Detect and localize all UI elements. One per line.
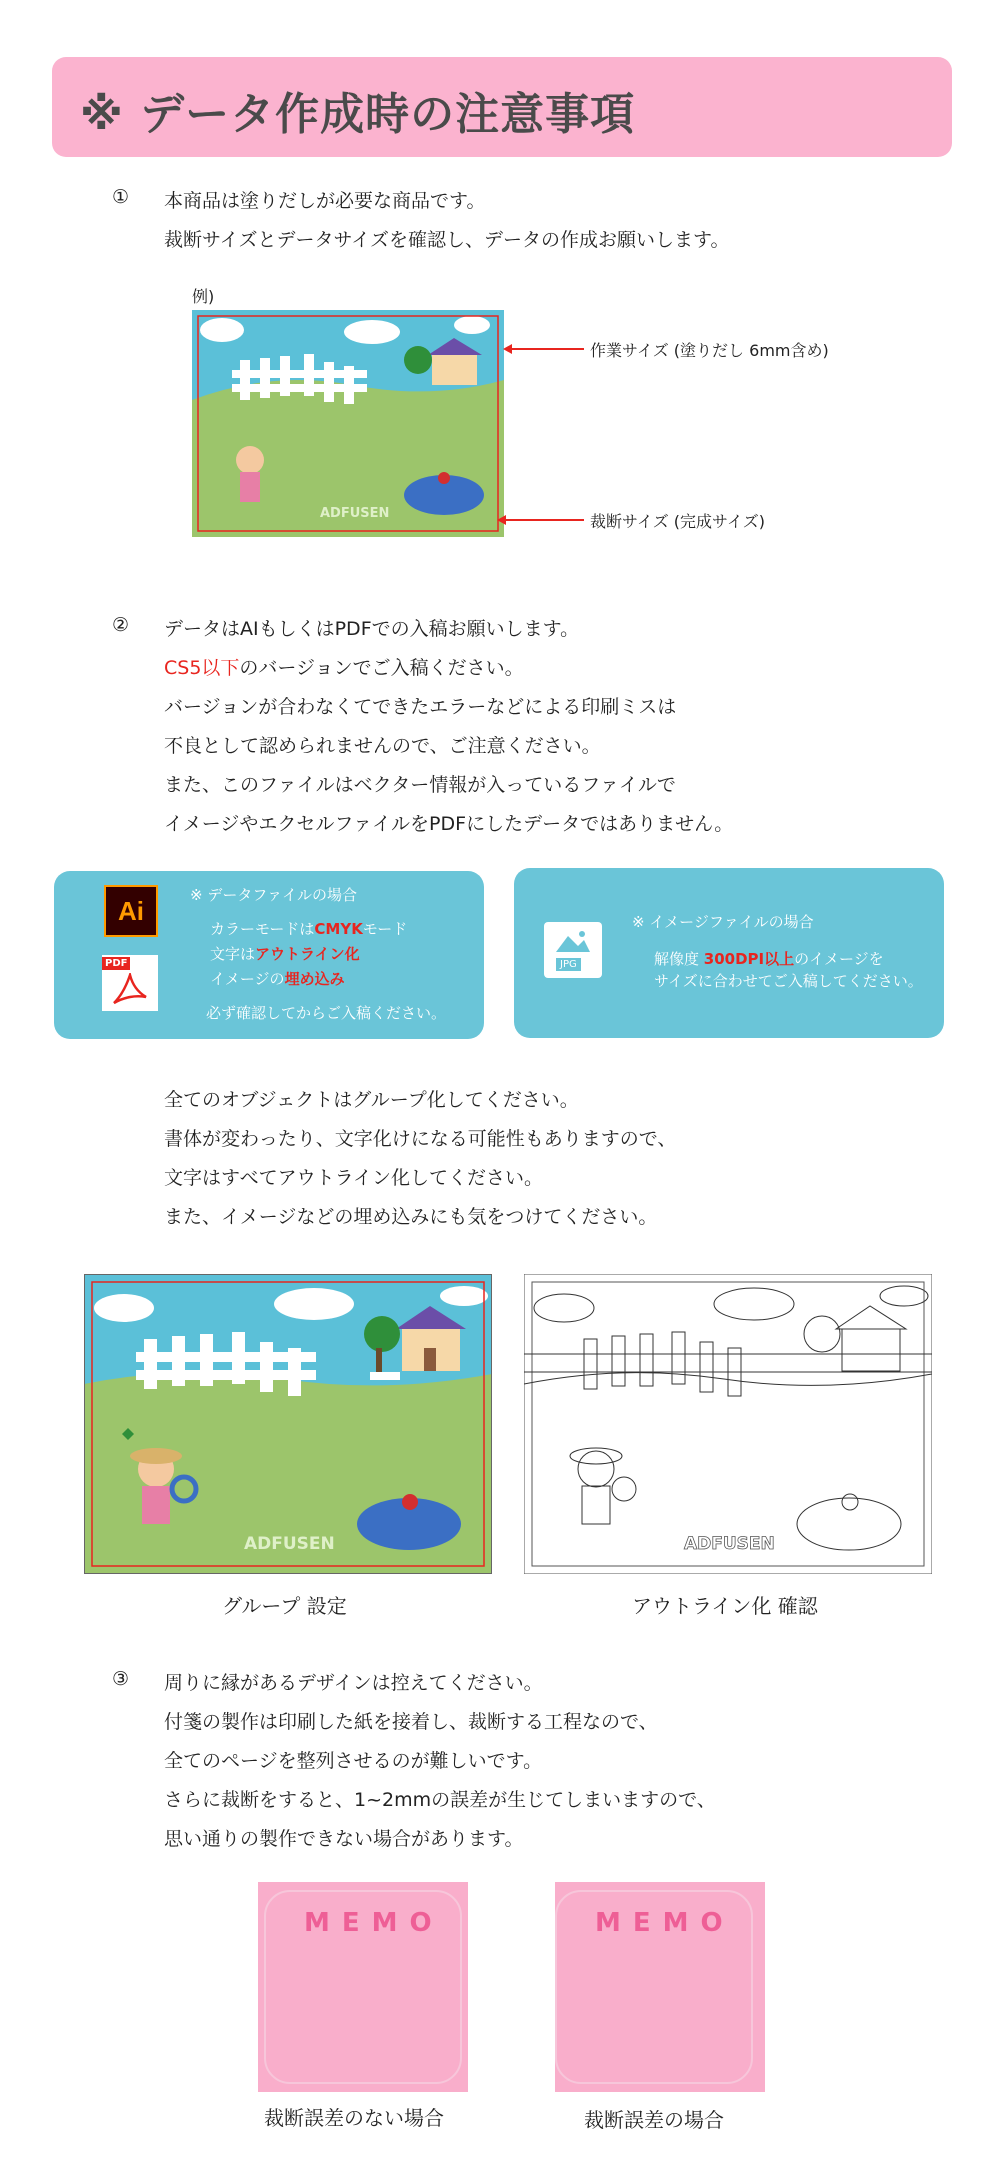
cut-size-pointer <box>504 519 584 521</box>
work-size-label: 作業サイズ (塗りだし 6mm含め) <box>590 341 829 360</box>
data-file-heading: ※ データファイルの場合 <box>190 886 358 904</box>
section2-line-5: また、このファイルはベクター情報が入っているファイルで <box>164 774 676 796</box>
section2-after-line-3: 文字はすべてアウトライン化してください。 <box>164 1167 544 1189</box>
section2-line-2 <box>164 653 524 680</box>
outline-brand: ADFUSEN <box>684 1534 775 1554</box>
outline-check-caption: アウトライン化 確認 <box>632 1594 818 1618</box>
embed-line: イメージの埋め込み <box>210 970 345 988</box>
section-number-3: ③ <box>112 1668 130 1690</box>
example-illustration <box>192 310 504 537</box>
confirm-line: 必ず確認してからご入稿ください。 <box>206 1004 447 1022</box>
group-setting-caption: グループ 設定 <box>222 1594 347 1618</box>
page-title: ※ データ作成時の注意事項 <box>80 89 636 140</box>
fit-size-line: サイズに合わせてご入稿してください。 <box>654 972 923 990</box>
section2-line-4: 不良として認められませんので、ご注意ください。 <box>164 735 601 757</box>
section1-line-1: 本商品は塗りだしが必要な商品です。 <box>164 190 486 212</box>
cut-size-label: 裁断サイズ (完成サイズ) <box>590 512 766 531</box>
version-highlight: CS5以下 <box>164 657 240 679</box>
section3-line-5: 思い通りの製作できない場合があります。 <box>164 1828 524 1850</box>
example-brand: ADFUSEN <box>320 506 390 521</box>
section2-after-line-2: 書体が変わったり、文字化けになる可能性もありますので、 <box>164 1128 677 1150</box>
resolution-line: 解像度 300DPI以上のイメージを <box>654 950 884 968</box>
section3-line-2: 付箋の製作は印刷した紙を接着し、裁断する工程なので、 <box>164 1711 658 1733</box>
group-brand: ADFUSEN <box>244 1534 335 1554</box>
section3-line-4: さらに裁断をすると、1~2mmの誤差が生じてしまいますので、 <box>164 1789 716 1811</box>
memo-no-error <box>258 1882 468 2092</box>
image-file-heading: ※ イメージファイルの場合 <box>632 913 814 931</box>
section-number-2: ② <box>112 614 130 636</box>
memo-with-error-word: MEMO <box>595 1908 735 1938</box>
section2-after-line-4: また、イメージなどの埋め込みにも気をつけてください。 <box>164 1206 658 1228</box>
no-error-caption: 裁断誤差のない場合 <box>264 2106 444 2130</box>
outline-line: 文字はアウトライン化 <box>210 945 360 963</box>
section-number-1: ① <box>112 186 130 208</box>
section2-after-line-1: 全てのオブジェクトはグループ化してください。 <box>164 1089 579 1111</box>
section2-line-6: イメージやエクセルファイルをPDFにしたデータではありません。 <box>164 813 734 835</box>
example-label: 例) <box>192 287 215 306</box>
jpg-icon: JPG <box>544 922 602 978</box>
outline-check-illustration <box>524 1274 932 1574</box>
section3-line-1: 周りに縁があるデザインは控えてください。 <box>164 1672 543 1694</box>
illustrator-icon: Ai <box>104 885 158 937</box>
work-size-pointer <box>510 348 584 350</box>
memo-no-error-word: MEMO <box>304 1908 444 1938</box>
section1-line-2: 裁断サイズとデータサイズを確認し、データの作成お願いします。 <box>164 229 730 251</box>
section3-line-3: 全てのページを整列させるのが難しいです。 <box>164 1750 543 1772</box>
group-setting-illustration <box>84 1274 492 1574</box>
section2-line-3: バージョンが合わなくてできたエラーなどによる印刷ミスは <box>164 696 677 718</box>
error-caption: 裁断誤差の場合 <box>584 2108 724 2132</box>
section2-line-1: データはAIもしくはPDFでの入稿お願いします。 <box>164 618 580 640</box>
memo-with-error <box>555 1882 765 2092</box>
version-rest: のバージョンでご入稿ください。 <box>239 657 524 679</box>
color-mode-line: カラーモードはCMYKモード <box>210 920 408 938</box>
pdf-icon: PDF <box>102 955 158 1011</box>
